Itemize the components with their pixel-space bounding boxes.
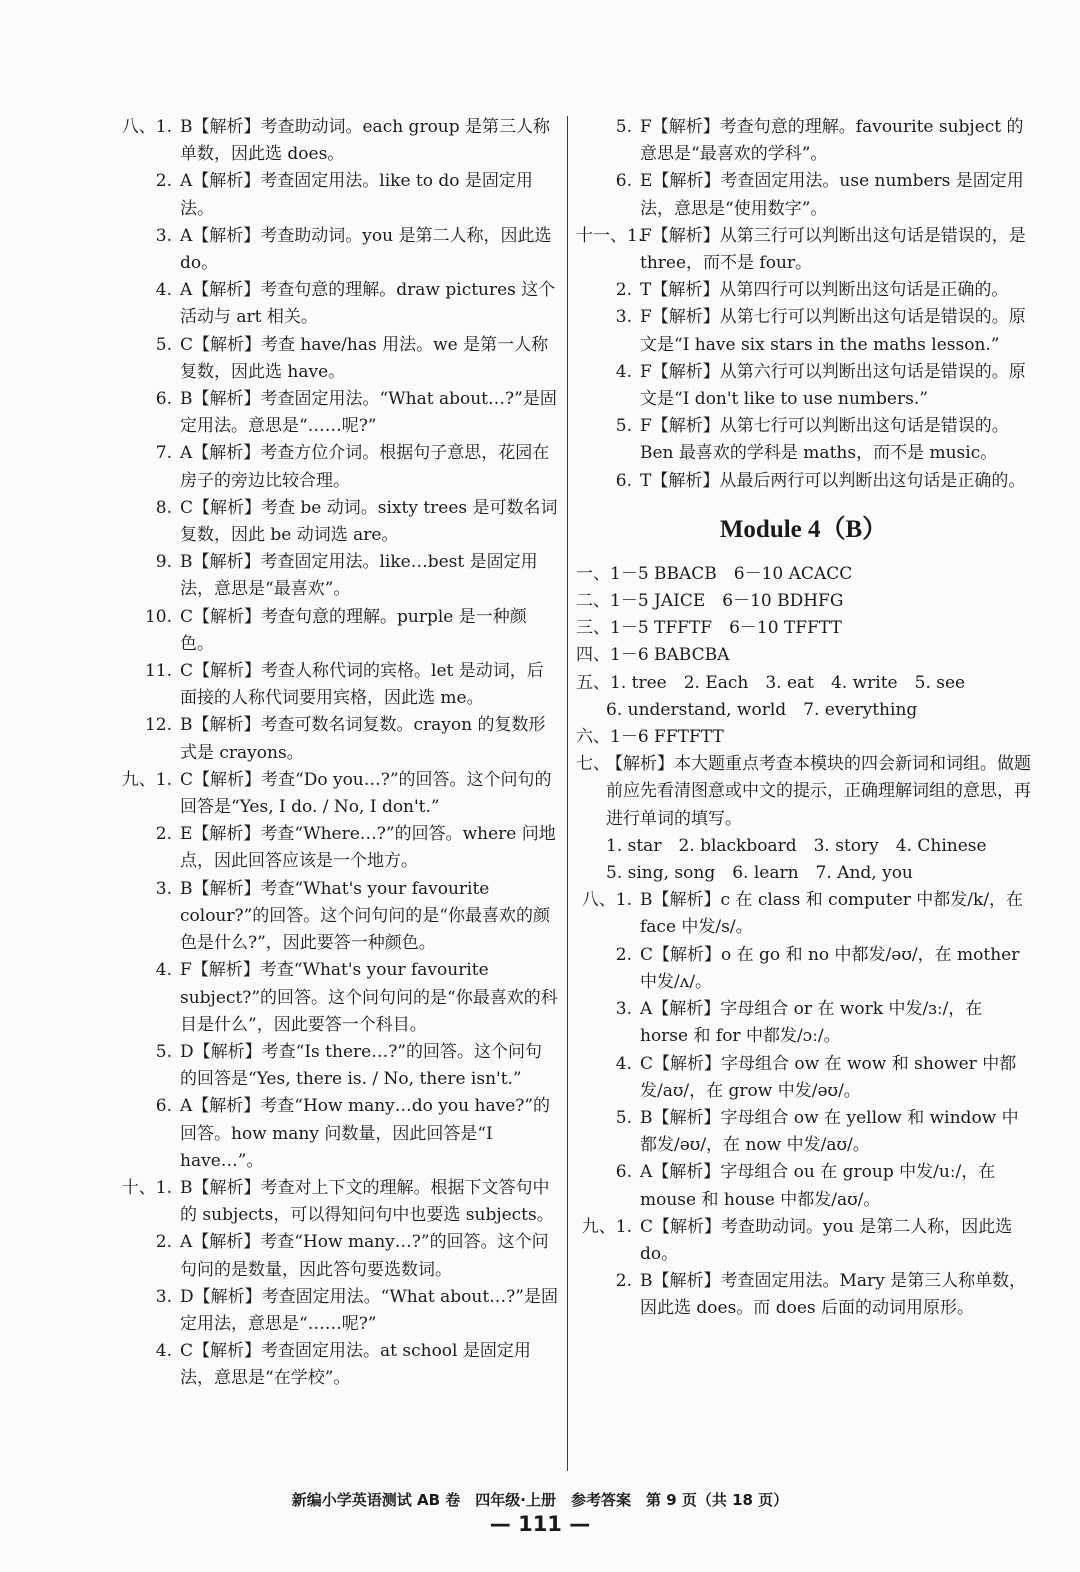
page-number: — 111 — — [489, 1512, 591, 1536]
answer-item — [576, 996, 1031, 1050]
answer-text: A【解析】考查方位介词。根据句子意思，花园在房子的旁边比较合理。 — [180, 443, 550, 491]
item-number: 1. — [615, 890, 632, 911]
item-number: 4. — [155, 960, 172, 981]
answer-text: C【解析】考查固定用法。at school 是固定用法，意思是“在学校”。 — [180, 1341, 531, 1389]
item-number: 2. — [615, 944, 632, 965]
answer-line — [576, 561, 1031, 588]
section-label: 三、 — [576, 618, 610, 639]
answer-text: E【解析】考查固定用法。use numbers 是固定用法，意思是“使用数字”。 — [640, 171, 1024, 219]
answer-text: B【解析】考查“What's your favourite colour?”的回答。这个问句问的是“你最喜欢的颜色是什么?”，因此要答一种颜色。 — [180, 878, 550, 954]
answer-text: A【解析】考查助动词。you 是第二人称，因此选 do。 — [180, 225, 552, 274]
watermark-logo — [908, 1504, 1058, 1564]
answer-text: A【解析】字母组合 or 在 work 中发/ɜː/，在 horse 和 for 中都发/ɔː/。 — [640, 999, 983, 1047]
item-number: 10. — [144, 606, 172, 627]
left-column — [108, 114, 558, 1393]
item-number: 6. — [615, 1162, 632, 1183]
answer-item — [576, 1051, 1031, 1105]
answer-text: 1－5 JAICE 6－10 BDHFG — [610, 591, 844, 612]
answer-text: B【解析】考查固定用法。like…best 是固定用法，意思是“最喜欢”。 — [180, 552, 538, 600]
answer-text: 1－5 BBACB 6－10 ACACC — [610, 563, 853, 584]
answer-item — [108, 767, 558, 821]
module-title: Module 4（B） — [719, 515, 888, 543]
item-number: 3. — [155, 1286, 172, 1307]
answer-item — [576, 887, 1031, 941]
item-number: 4. — [155, 280, 172, 301]
answer-line — [576, 697, 1031, 724]
answer-line — [576, 615, 1031, 642]
answer-line — [576, 670, 1031, 697]
section-label: 五、 — [576, 672, 610, 693]
section-label: 七、 — [576, 754, 610, 775]
answer-line — [576, 860, 1031, 887]
item-number: 11. — [144, 661, 172, 682]
answer-item — [108, 1175, 558, 1229]
answer-line — [576, 588, 1031, 615]
right-column — [576, 114, 1031, 1323]
item-number: 1. — [155, 117, 172, 137]
answer-item — [576, 468, 1031, 495]
answer-text: C【解析】考查 have/has 用法。we 是第一人称复数，因此选 have。 — [180, 334, 549, 382]
item-number: 2. — [615, 280, 632, 301]
answer-item — [576, 1105, 1031, 1159]
item-number: 3. — [615, 307, 632, 328]
item-number: 7. — [155, 443, 172, 464]
answer-item — [108, 604, 558, 658]
answer-item — [108, 1039, 558, 1093]
item-number: 6. — [615, 171, 632, 192]
answer-item — [576, 1268, 1031, 1322]
section-label: 二、 — [576, 591, 610, 612]
item-number: 6. — [155, 1096, 172, 1117]
column-divider — [567, 116, 568, 1471]
answer-text: E【解析】考查“Where…?”的回答。where 问地点，因此回答应该是一个地方。 — [180, 824, 556, 872]
item-number: 5. — [615, 1107, 632, 1128]
item-number: 8. — [155, 497, 172, 518]
answer-item — [576, 277, 1031, 304]
item-number: 3. — [155, 878, 172, 899]
answer-text: 【解析】本大题重点考查本模块的四会新词和词组。做题前应先看清图意或中文的提示，正确理解词组的意思，再进行单词的填写。 — [606, 754, 1031, 829]
answer-line — [576, 642, 1031, 669]
answer-text: F【解析】从第七行可以判断出这句话是错误的。原文是“I have six stars in the maths lesson.” — [640, 307, 1026, 355]
answer-text: B【解析】考查助动词。each group 是第三人称单数，因此选 does。 — [180, 117, 551, 165]
answer-item — [108, 1284, 558, 1338]
item-number: 6. — [615, 470, 632, 491]
answer-text: A【解析】考查“How many…?”的回答。这个问句问的是数量，因此答句要选数词。 — [180, 1232, 549, 1280]
section-label: 十一、 — [576, 225, 627, 246]
section-label: 八、 — [121, 117, 156, 137]
answer-text: C【解析】字母组合 ow 在 wow 和 shower 中都发/aʊ/，在 grow 中发/əʊ/。 — [640, 1053, 1017, 1101]
section-label: 八、 — [581, 890, 616, 911]
answer-item — [108, 495, 558, 549]
answer-text: B【解析】c 在 class 和 computer 中都发/k/，在 face 中发/s/。 — [640, 890, 1024, 938]
answer-item — [576, 114, 1031, 168]
answer-item — [108, 1338, 558, 1392]
answer-text: B【解析】字母组合 ow 在 yellow 和 window 中都发/əʊ/，在 now 中发/aʊ/。 — [640, 1107, 1019, 1156]
answer-item — [576, 1159, 1031, 1213]
answer-text: D【解析】考查固定用法。“What about…?”是固定用法，意思是“……呢?” — [180, 1286, 558, 1334]
answer-text: F【解析】从第七行可以判断出这句话是错误的。Ben 最喜欢的学科是 maths，而不是 music。 — [640, 416, 1009, 464]
answer-text: 5. sing, song 6. learn 7. And, you — [606, 863, 913, 884]
answer-text: C【解析】考查“Do you…?”的回答。这个问句的回答是“Yes, I do. / No, I don't.” — [180, 769, 552, 818]
answer-item — [108, 712, 558, 766]
item-number: 5. — [615, 416, 632, 437]
answer-item — [576, 304, 1031, 358]
answer-text: C【解析】考查 be 动词。sixty trees 是可数名词复数，因此 be 动词选 are。 — [180, 497, 558, 546]
item-number: 12. — [144, 715, 172, 736]
answer-item — [108, 1093, 558, 1175]
answer-item — [108, 658, 558, 712]
section-label: 九、 — [581, 1216, 616, 1237]
answer-item — [576, 413, 1031, 467]
answer-text: A【解析】考查句意的理解。draw pictures 这个活动与 art 相关。 — [180, 280, 556, 328]
answer-item — [576, 942, 1031, 996]
answer-text: A【解析】考查固定用法。like to do 是固定用法。 — [180, 171, 533, 219]
answer-text: 1. tree 2. Each 3. eat 4. write 5. see — [610, 672, 966, 693]
answer-item — [108, 549, 558, 603]
item-number: 1. — [615, 1216, 632, 1237]
answer-item — [576, 168, 1031, 222]
answer-text: 1－5 TFFTF 6－10 TFFTT — [610, 618, 842, 639]
answer-item — [576, 359, 1031, 413]
section-label: 九、 — [121, 769, 156, 790]
item-number: 1. — [155, 1177, 172, 1198]
answer-item — [108, 223, 558, 277]
item-number: 3. — [155, 225, 172, 246]
item-number: 1. — [155, 769, 172, 790]
answer-item — [108, 332, 558, 386]
answer-text: A【解析】考查“How many…do you have?”的回答。how many 问数量，因此回答是“I have…”。 — [180, 1096, 551, 1171]
answer-text: D【解析】考查“Is there…?”的回答。这个问句的回答是“Yes, there is. / No, there isn't.” — [180, 1041, 542, 1090]
answer-item — [108, 277, 558, 331]
answer-item — [108, 957, 558, 1039]
answer-text: C【解析】考查句意的理解。purple 是一种颜色。 — [180, 606, 527, 654]
item-number: 2. — [155, 1232, 172, 1253]
item-number: 4. — [155, 1341, 172, 1362]
item-number: 2. — [615, 1271, 632, 1292]
answer-text: B【解析】考查对上下文的理解。根据下文答句中的 subjects，可以得知问句中也要选 subjects。 — [180, 1177, 554, 1226]
answer-text: C【解析】考查助动词。you 是第二人称，因此选 do。 — [640, 1216, 1013, 1264]
answer-item — [108, 114, 558, 168]
answer-item — [108, 876, 558, 958]
answer-text: F【解析】从第六行可以判断出这句话是错误的。原文是“I don't like to use numbers.” — [640, 361, 1026, 410]
item-number: 2. — [155, 824, 172, 845]
item-number: 2. — [155, 171, 172, 192]
answer-text: 6. understand, world 7. everything — [606, 699, 918, 720]
answer-text: F【解析】从第三行可以判断出这句话是错误的，是 three，而不是 four。 — [640, 225, 1026, 274]
answer-line — [576, 833, 1031, 860]
item-number: 3. — [615, 999, 632, 1020]
answer-text: T【解析】从最后两行可以判断出这句话是正确的。 — [640, 470, 1026, 491]
answer-paragraph — [576, 751, 1031, 833]
answer-text: A【解析】字母组合 ou 在 group 中发/uː/，在 mouse 和 house 中都发/aʊ/。 — [640, 1162, 996, 1210]
answer-item — [576, 1214, 1031, 1268]
answer-text: F【解析】考查句意的理解。favourite subject 的意思是“最喜欢的学科”。 — [640, 117, 1024, 165]
answer-item — [108, 440, 558, 494]
answer-item — [108, 1229, 558, 1283]
answer-text: B【解析】考查固定用法。“What about…?”是固定用法。意思是“……呢?” — [180, 389, 557, 437]
answer-item — [108, 168, 558, 222]
answer-text: F【解析】考查“What's your favourite subject?”的回答。这个问句问的是“你最喜欢的科目是什么”，因此要答一个科目。 — [180, 960, 558, 1035]
section-label: 六、 — [576, 727, 610, 748]
answer-line — [576, 724, 1031, 751]
section-label: 十、 — [121, 1177, 156, 1198]
answer-item — [576, 223, 1031, 277]
section-label: 一、 — [576, 563, 610, 584]
section-label: 四、 — [576, 645, 610, 666]
answer-text: 1－6 FFTFTT — [610, 727, 724, 748]
item-number: 4. — [615, 361, 632, 382]
answer-text: C【解析】o 在 go 和 no 中都发/əʊ/，在 mother 中发/ʌ/。 — [640, 944, 1020, 992]
answer-text: B【解析】考查固定用法。Mary 是第三人称单数，因此选 does。而 does 后面的动词用原形。 — [640, 1271, 1027, 1319]
answer-text: B【解析】考查可数名词复数。crayon 的复数形式是 crayons。 — [180, 715, 546, 763]
footer-caption: 新编小学英语测试 AB 卷 四年级·上册 参考答案 第 9 页（共 18 页） — [291, 1491, 789, 1509]
item-number: 5. — [615, 117, 632, 137]
answer-text: T【解析】从第四行可以判断出这句话是正确的。 — [640, 280, 1009, 301]
answer-text: 1－6 BABCBA — [610, 645, 730, 666]
answer-item — [108, 386, 558, 440]
item-number: 5. — [155, 334, 172, 355]
item-number: 9. — [155, 552, 172, 573]
answer-text: C【解析】考查人称代词的宾格。let 是动词，后面接的人称代词要用宾格，因此选 me。 — [180, 661, 544, 709]
item-number: 1. — [627, 225, 644, 246]
item-number: 6. — [155, 389, 172, 410]
answer-text: 1. star 2. blackboard 3. story 4. Chinese — [606, 835, 987, 856]
item-number: 4. — [615, 1053, 632, 1074]
item-number: 5. — [155, 1041, 172, 1062]
answer-item — [108, 821, 558, 875]
